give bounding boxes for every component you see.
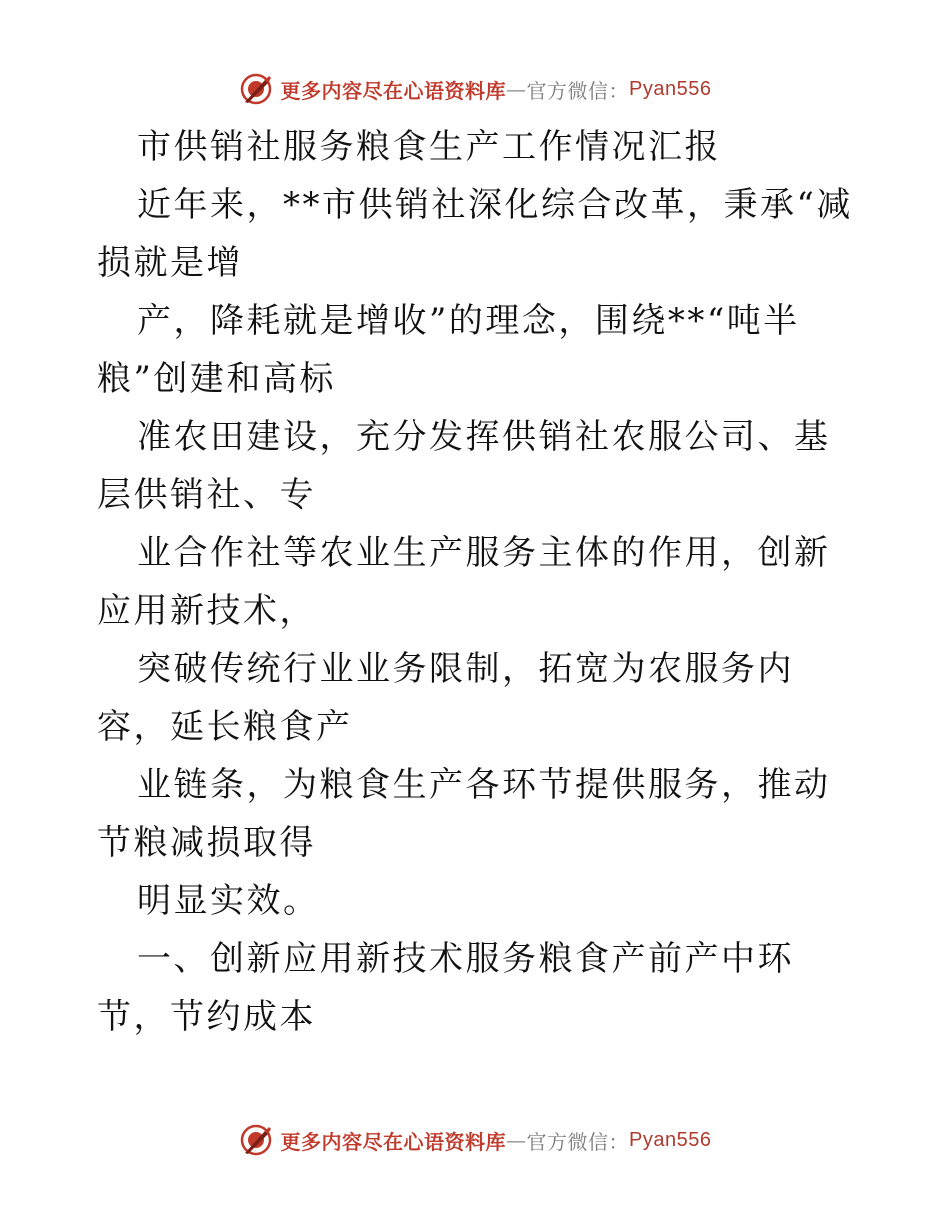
paragraph-line: 突破传统行业业务限制，拓宽为农服务内容，延长粮食产 [97, 649, 794, 747]
banner-wechat-id: Pyan556 [629, 1128, 712, 1151]
footer-watermark-banner [0, 1122, 950, 1158]
banner-wechat-label: 官方微信： [526, 78, 630, 103]
banner-text [281, 75, 712, 104]
paragraph-line: 产，降耗就是增收”的理念，围绕**“吨半 粮”创建和高标 [97, 301, 800, 399]
paragraph-line: 近年来，**市供销社深化综合改革，秉承“减损就是增 [97, 185, 853, 283]
paragraph-line: 准农田建设，充分发挥供销社农服公司、基层供销社、专 [97, 417, 831, 515]
paragraph-line: 业合作社等农业生产服务主体的作用，创新应用新技术， [97, 533, 831, 631]
banner-dash: — [506, 1128, 527, 1152]
paragraph-line: 业链条，为粮食生产各环节提供服务，推动节粮减损取得 [97, 765, 831, 863]
paragraph-line: 明显实效。 [137, 881, 320, 921]
section-heading: 一、创新应用新技术服务粮食产前产中环节，节约成本 [97, 939, 794, 1037]
header-watermark-banner [0, 71, 950, 107]
banner-main-text: 更多内容尽在心语资料库 [280, 78, 507, 103]
banner-wechat-id: Pyan556 [629, 77, 712, 100]
banner-text [281, 1126, 712, 1155]
pen-logo-icon [239, 72, 273, 106]
banner-wechat-label: 官方微信： [526, 1129, 630, 1154]
banner-main-text: 更多内容尽在心语资料库 [280, 1129, 507, 1154]
banner-dash: — [506, 77, 527, 101]
pen-logo-icon [239, 1123, 273, 1157]
document-title: 市供销社服务粮食生产工作情况汇报 [137, 127, 721, 167]
document-body [97, 118, 857, 1046]
